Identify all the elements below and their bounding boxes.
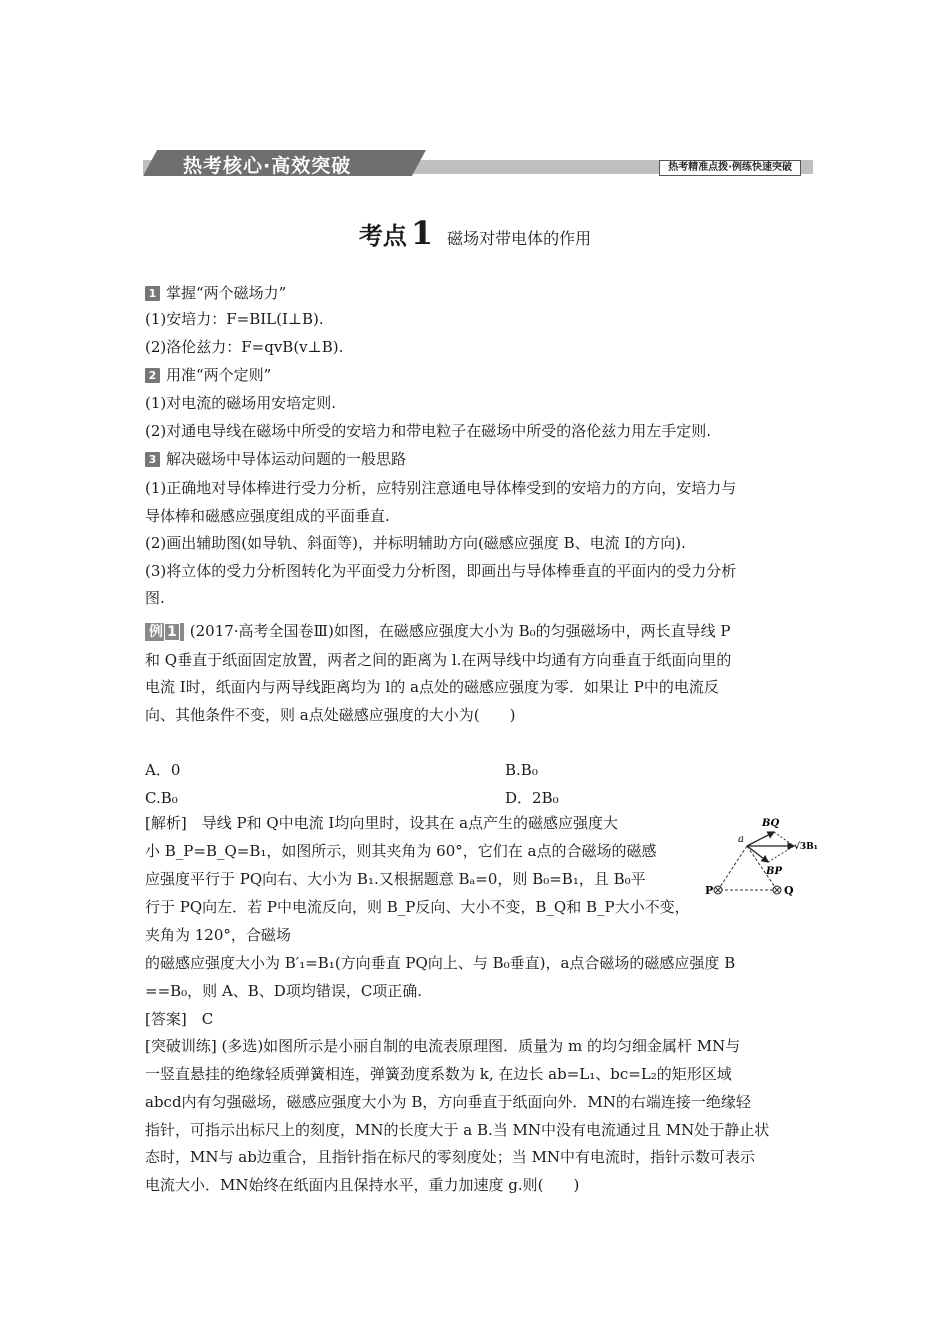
text-line: 电流 I时，纸面内与两导线距离均为 l的 a点处的磁感应强度为零．如果让 P中的电流反 [145, 678, 719, 696]
label-a: a [738, 834, 744, 845]
topic-description: 磁场对带电体的作用 [447, 229, 592, 248]
topic-number: 1 [410, 214, 434, 252]
example-line: 例 1 (2017·高考全国卷Ⅲ)如图，在磁感应强度大小为 B₀的匀强磁场中，两长直导线 P [145, 621, 731, 641]
text-line: (1)对电流的磁场用安培定则. [145, 394, 337, 412]
section-1-heading [145, 283, 286, 303]
text-line: 电流大小．MN始终在纸面内且保持水平，重力加速度 g.则( ) [145, 1176, 580, 1194]
label-p: P [705, 884, 714, 897]
section-badge: 2 [145, 368, 160, 383]
text-line: 行于 PQ向左．若 P中电流反向，则 B_P反向、大小不变，B_Q和 B_P大小不变， [145, 898, 690, 916]
answer-line: [答案] C [145, 1010, 214, 1028]
magnetic-field-figure [702, 808, 820, 900]
vector-bp [747, 846, 768, 862]
section-title: 用准“两个定则” [166, 366, 272, 384]
section-banner [143, 150, 813, 176]
text-line: (2)洛伦兹力：F=qvB(v⊥B). [145, 338, 344, 356]
topic-label: 考点 [358, 222, 407, 250]
text-line: 应强度平行于 PQ向右、大小为 B₁.又根据题意 Bₐ=0，则 B₀=B₁，且 B₀平 [145, 870, 646, 888]
dashed-line-ap [718, 846, 747, 890]
section-title: 解决磁场中导体运动问题的一般思路 [166, 450, 407, 468]
section-3-heading [145, 449, 406, 469]
example-badge: 例 1 [145, 623, 184, 641]
text-line: 和 Q垂直于纸面固定放置，两者之间的距离为 l.在两导线中均通有方向垂直于纸面向里的 [145, 651, 732, 669]
topic-heading [0, 214, 950, 252]
banner-tag: 热考精准点拨·例练快速突破 [659, 160, 801, 176]
banner-title: 热考核心·高效突破 [183, 155, 352, 177]
label-resultant: √3B₁ [794, 842, 818, 852]
option-a: A．0 [145, 761, 181, 779]
label-bq: BQ [762, 818, 780, 829]
text-line: (2)画出辅助图(如导轨、斜面等)，并标明辅助方向(磁感应强度 B、电流 I的方向). [145, 534, 686, 552]
text-line: (1)安培力：F=BIL(I⊥B). [145, 310, 324, 328]
text-line: abcd内有匀强磁场，磁感应强度大小为 B，方向垂直于纸面向外．MN的右端连接一绝缘轻 [145, 1093, 751, 1111]
text-line: [突破训练] (多选)如图所示是小丽自制的电流表原理图．质量为 m 的均匀细金属杆 MN与 [145, 1037, 741, 1055]
section-2-heading [145, 365, 271, 385]
text-line: 指针，可指示出标尺上的刻度，MN的长度大于 a B.当 MN中没有电流通过且 MN处于静止状 [145, 1121, 770, 1139]
text-line: 向、其他条件不变，则 a点处磁感应强度的大小为( ) [145, 706, 516, 724]
dashed-construct-2 [768, 846, 794, 862]
text-line: (3)将立体的受力分析图转化为平面受力分析图，即画出与导体棒垂直的平面内的受力分析 [145, 562, 737, 580]
text-line: ==B₀，则 A、B、D项均错误，C项正确. [145, 982, 423, 1000]
text-line: 态时，MN与 ab边重合，且指针指在标尺的零刻度处；当 MN中有电流时，指针示数可表示 [145, 1148, 756, 1166]
label-q: Q [784, 884, 794, 897]
section-badge: 3 [145, 452, 160, 467]
text-line: 导体棒和磁感应强度组成的平面垂直. [145, 507, 390, 525]
text-line: 一竖直悬挂的绝缘轻质弹簧相连，弹簧劲度系数为 k, 在边长 ab=L₁、bc=L₂的矩形区域 [145, 1065, 732, 1083]
section-title: 掌握“两个磁场力” [166, 284, 287, 302]
vector-bq [747, 832, 774, 846]
text-line: 夹角为 120°，合磁场 [145, 926, 291, 944]
label-bp: BP [766, 866, 782, 877]
dashed-construct-1 [774, 832, 794, 846]
text-line: (2)对通电导线在磁场中所受的安培力和带电粒子在磁场中所受的洛伦兹力用左手定则. [145, 422, 712, 440]
text-line: 的磁感应强度大小为 B′₁=B₁(方向垂直 PQ向上、与 B₀垂直)，a点合磁场的磁感应强度 B [145, 954, 736, 972]
option-d: D．2B₀ [505, 789, 559, 807]
text-line: 小 B_P=B_Q=B₁，如图所示，则其夹角为 60°，它们在 a点的合磁场的磁感 [145, 842, 657, 860]
option-c: C.B₀ [145, 789, 178, 807]
option-b: B.B₀ [505, 761, 538, 779]
text-line: 图. [145, 589, 165, 607]
text-line: (1)正确地对导体棒进行受力分析，应特别注意通电导体棒受到的安培力的方向，安培力与 [145, 479, 737, 497]
text-line: [解析] 导线 P和 Q中电流 I均向里时，设其在 a点产生的磁感应强度大 [145, 814, 619, 832]
section-badge: 1 [145, 286, 160, 301]
